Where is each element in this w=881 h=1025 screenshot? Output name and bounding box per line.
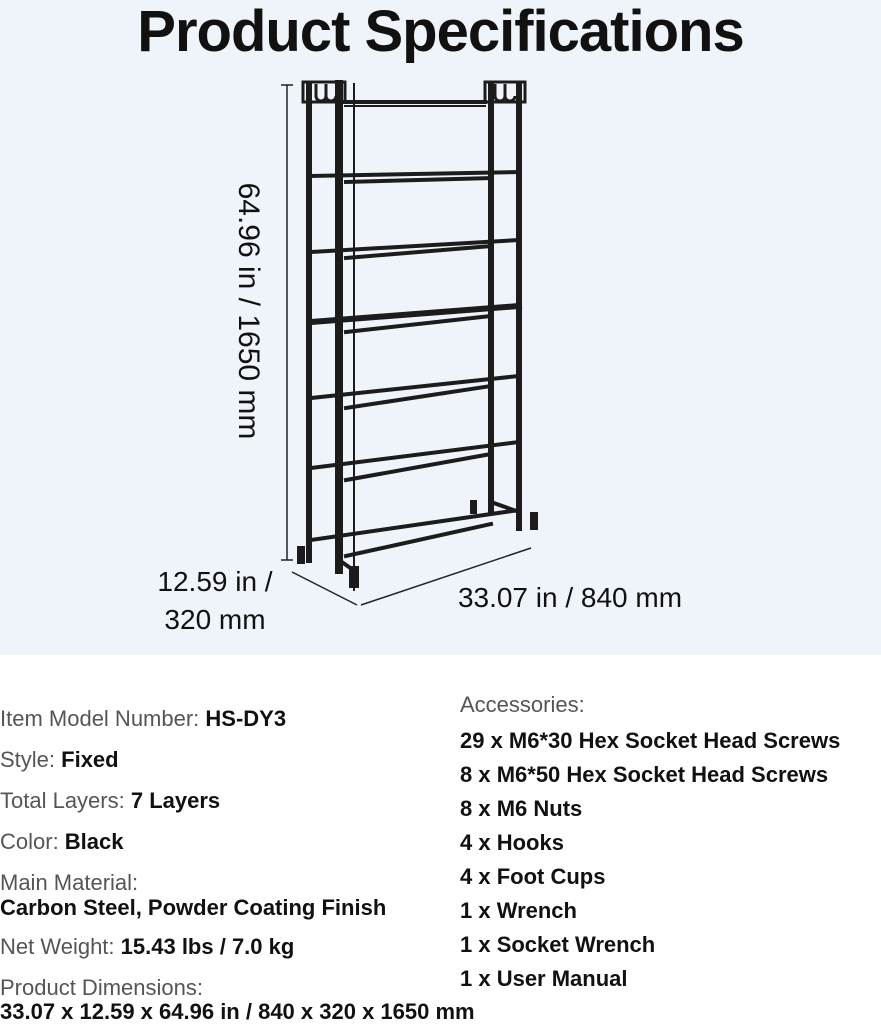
depth-dimension-line2: 320 mm: [164, 604, 266, 635]
accessory-item: 4 x Foot Cups: [460, 864, 606, 889]
spec-style-label: Style:: [0, 747, 62, 772]
spec-material-value: Carbon Steel, Powder Coating Finish: [0, 895, 387, 920]
spec-material-label: Main Material:: [0, 870, 139, 895]
spec-weight-label: Net Weight:: [0, 934, 121, 959]
spec-model: [0, 706, 286, 732]
spec-model-value: HS-DY3: [205, 706, 287, 731]
spec-layers: [0, 788, 220, 814]
spec-dimensions-value: 33.07 x 12.59 x 64.96 in / 840 x 320 x 1650 mm: [0, 999, 475, 1024]
page-title: Product Specifications: [137, 0, 744, 64]
accessories-heading: Accessories:: [460, 692, 585, 717]
depth-dimension: [120, 563, 310, 639]
shoe-rack-frame: [303, 82, 525, 590]
spec-color-value: Black: [64, 829, 124, 854]
accessory-item: 4 x Hooks: [460, 830, 564, 855]
spec-layers-value: 7 Layers: [130, 788, 221, 813]
spec-color: [0, 829, 124, 855]
spec-model-label: Item Model Number:: [0, 706, 206, 731]
height-dimension-label: 64.96 in / 1650 mm: [232, 182, 265, 440]
spec-style-value: Fixed: [61, 747, 119, 772]
accessory-item: 1 x Wrench: [460, 898, 577, 923]
spec-weight: [0, 934, 294, 960]
spec-weight-value: 15.43 lbs / 7.0 kg: [120, 934, 295, 959]
spec-layers-label: Total Layers:: [0, 788, 131, 813]
spec-color-label: Color:: [0, 829, 65, 854]
width-dimension: 33.07 in / 840 mm: [457, 582, 683, 613]
accessory-item: 1 x User Manual: [460, 966, 628, 991]
spec-style: [0, 747, 119, 773]
accessory-item: 29 x M6*30 Hex Socket Head Screws: [460, 728, 841, 753]
depth-dimension-line1: 12.59 in /: [157, 566, 273, 597]
spec-dimensions-label: Product Dimensions:: [0, 975, 203, 1000]
accessory-item: 8 x M6 Nuts: [460, 796, 583, 821]
accessory-item: 8 x M6*50 Hex Socket Head Screws: [460, 762, 829, 787]
accessory-item: 1 x Socket Wrench: [460, 932, 656, 957]
